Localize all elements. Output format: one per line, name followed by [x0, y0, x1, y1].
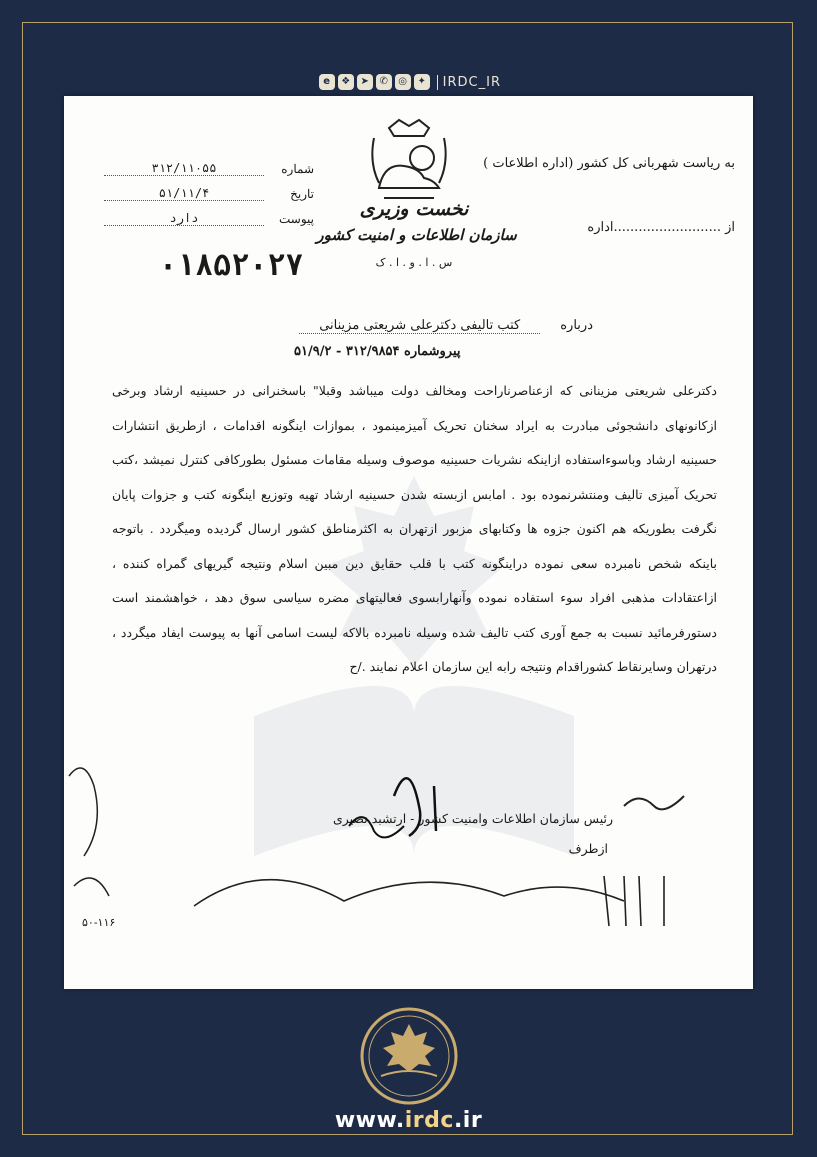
social-bar — [319, 72, 501, 92]
meta-label: تاریخ — [290, 186, 314, 201]
signature-line: رئیس سازمان اطلاعات وامنیت کشور - ارتشبد نصیری — [332, 811, 613, 826]
letter-meta — [104, 156, 314, 231]
meta-label: پیوست — [279, 211, 314, 226]
meta-number-row — [104, 156, 314, 181]
site-brand: irdc — [404, 1108, 454, 1133]
eitaa-icon[interactable]: e — [319, 74, 335, 90]
subject-line — [299, 318, 593, 334]
organization-title: نخست وزیری — [359, 198, 469, 220]
serial-number: ۰۱۸۵۲۰۲۷ — [159, 248, 304, 283]
on-behalf-label: ازطرف — [568, 841, 608, 856]
instagram-icon[interactable]: ◎ — [395, 74, 411, 90]
handwritten-annotations — [64, 736, 753, 936]
lion-and-sun-emblem-icon — [364, 118, 454, 208]
telegram-icon[interactable]: ➤ — [357, 74, 373, 90]
meta-value: دارد — [104, 211, 264, 226]
organization-subtitle: سازمان اطلاعات و امنیت کشور — [316, 226, 517, 244]
meta-value: ۳۱۲/۱۱۰۵۵ — [104, 161, 264, 176]
site-suffix: .ir — [453, 1108, 483, 1133]
subject-value: کتب تالیفی دکترعلی شریعتی مزینانی — [299, 318, 540, 334]
meta-date-row — [104, 181, 314, 206]
recipient-line: به ریاست شهربانی کل کشور (اداره اطلاعات ) — [483, 156, 735, 171]
site-prefix: www. — [334, 1108, 405, 1133]
meta-attachment-row — [104, 206, 314, 231]
document-page — [64, 96, 753, 989]
sender-line: از ..........................اداره — [587, 220, 735, 235]
meta-label: شماره — [281, 161, 314, 176]
rubika-icon[interactable]: ❖ — [338, 74, 354, 90]
meta-value: ۵۱/۱۱/۴ — [104, 186, 264, 201]
social-handle: IRDC_IR — [437, 75, 501, 90]
body-paragraph: دکترعلی شریعتی مزینانی که ازعناصرناراحت ومخالف دولت میباشد وقبلا" باسخنرانی در حسینیه ارشاد وبرخی ازکانونهای دانشجوئی مبادرت به ایراد سخنان تحریک آمیزمینمود ، بموازات اینگونه اقدامات ، ازطریق انتشارات حسینیه ارشاد وباسوءاستفاده ازاینکه نشریات حسینیه موصوف وسیله مقامات مسئول بطورکافی کنترل نمیشد ،کتب تحریک آمیزی تالیف ومنتشرنموده بود . امابس ازبسته شدن حسینیه ارشاد تهیه وتوزیع اینگونه کتب و جزوات پایان نگرفت بطوریکه هم اکنون جزوه ها وکتابهای مزبور ازتهران به اکثرمناطق کشور ارسال گردیده ومیگردد . باتوجه باینکه شخص نامبرده سعی نموده دراینگونه کتب با قلب حقایق دین مبین اسلام ونتیجه گیریهای گمراه کننده ، ازاعتقادات مذهبی افراد سوء استفاده نموده وآنهارابسوی فعالیتهای مضره سیاسی سوق دهد ، خواهشمند است دستورفرمائید نسبت به جمع آوری کتب تالیف شده وسیله نامبرده بالاکه لیست اسامی آنها به پیوست ایفاد میگردد ، درتهران وسایرنقاط کشوراقدام ونتیجه رابه این سازمان اعلام نمایند ./ح — [112, 383, 717, 674]
subject-label: درباره — [560, 318, 593, 333]
website-link[interactable] — [0, 1108, 817, 1133]
soroush-icon[interactable]: ✆ — [376, 74, 392, 90]
reference-number: پیروشماره ۳۱۲/۹۸۵۴ - ۵۱/۹/۲ — [294, 344, 461, 359]
organization-code: س . ا . و . ا . ک — [375, 256, 453, 269]
twitter-icon[interactable]: ✦ — [414, 74, 430, 90]
irdc-logo-icon — [359, 1006, 459, 1106]
letter-body — [112, 374, 717, 685]
form-code: ۵۰-۱۱۶ — [82, 916, 116, 929]
